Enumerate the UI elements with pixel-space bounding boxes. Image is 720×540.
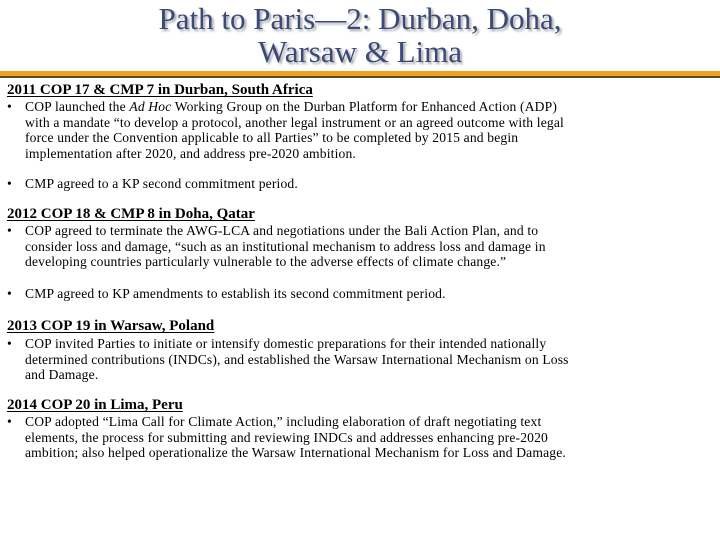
bullet-text: elements, the process for submitting and reviewing INDCs and addresses enhancing pre-2020	[25, 429, 548, 445]
bullet-marker: •	[7, 99, 12, 114]
slide-title-line-2: Warsaw & Lima	[257, 34, 463, 69]
section-heading-warsaw: 2013 COP 19 in Warsaw, Poland	[7, 318, 215, 334]
bullet-text: COP adopted “Lima Call for Climate Action,” including elaboration of draft negotiating text	[25, 414, 542, 429]
section-heading-lima: 2014 COP 20 in Lima, Peru	[7, 397, 183, 413]
bullet-text: implementation after 2020, and address pre-2020 ambition.	[25, 145, 356, 161]
bullet-text: with a mandate “to develop a protocol, another legal instrument or an agreed outcome with legal	[25, 114, 564, 130]
bullet-marker: •	[7, 414, 12, 429]
section-heading-doha: 2012 COP 18 & CMP 8 in Doha, Qatar	[7, 206, 255, 222]
bullet-durban-cmp	[7, 176, 707, 192]
bullet-text: developing countries particularly vulnerable to the adverse effects of climate change.”	[25, 254, 507, 269]
bullet-text: Working Group on the Durban Platform for Enhanced Action (ADP)	[171, 99, 558, 114]
bullet-durban-adp	[7, 99, 707, 161]
bullet-text: ambition; also helped operationalize the Warsaw International Mechanism for Loss and Damage.	[25, 445, 566, 460]
bullet-warsaw-cop	[7, 336, 707, 383]
bullet-text: COP invited Parties to initiate or intensify domestic preparations for their intended nationally	[25, 336, 547, 351]
bullet-lima-cop	[7, 414, 707, 461]
bullet-text: CMP agreed to a KP second commitment period.	[25, 176, 298, 191]
bullet-marker: •	[7, 336, 12, 351]
bullet-marker: •	[7, 286, 12, 301]
bullet-marker: •	[7, 223, 12, 238]
bullet-text: COP agreed to terminate the AWG-LCA and negotiations under the Bali Action Plan, and to	[25, 223, 539, 238]
bullet-text: COP launched the	[25, 99, 130, 114]
bullet-text: force under the Convention applicable to all Parties” to be completed by 2015 and begin	[25, 130, 519, 145]
slide-title-line-1: Path to Paris—2: Durban, Doha,	[158, 1, 562, 36]
bullet-text: determined contributions (INDCs), and established the Warsaw International Mechanism on Loss	[25, 351, 569, 367]
bullet-text: CMP agreed to KP amendments to establish its second commitment period.	[25, 286, 446, 301]
section-heading-durban: 2011 COP 17 & CMP 7 in Durban, South Africa	[7, 82, 313, 98]
title-divider-shadow	[0, 76, 720, 78]
slide-title	[0, 2, 720, 68]
bullet-text-italic: Ad Hoc	[129, 99, 172, 114]
bullet-text: consider loss and damage, “such as an institutional mechanism to address loss and damage in	[25, 238, 546, 254]
bullet-doha-cop	[7, 223, 707, 270]
bullet-marker: •	[7, 176, 12, 191]
bullet-doha-cmp	[7, 286, 707, 302]
bullet-text: and Damage.	[25, 367, 99, 382]
